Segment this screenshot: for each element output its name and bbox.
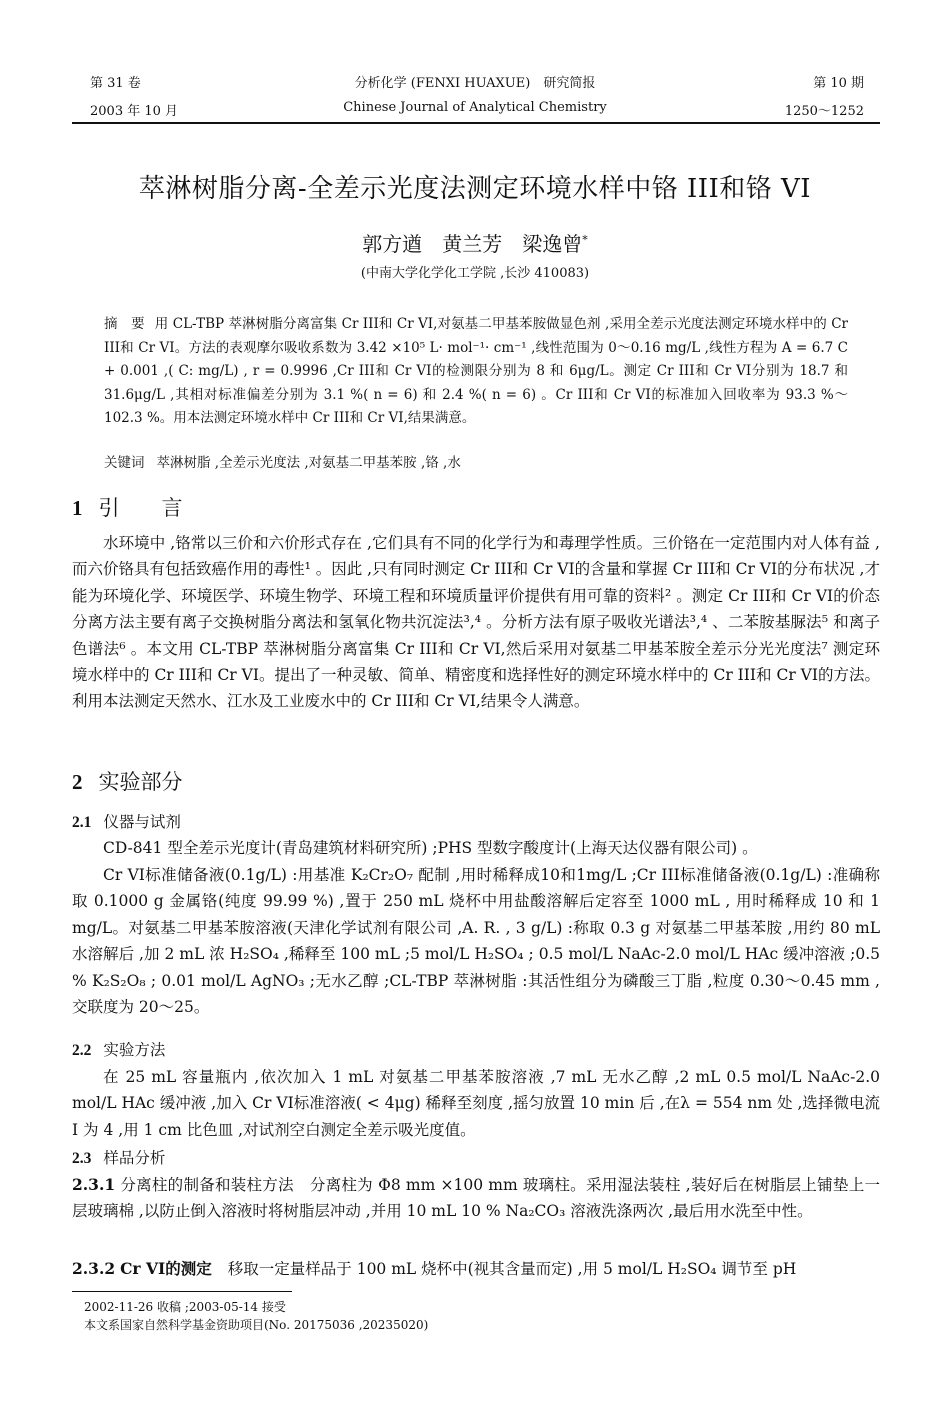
subsection-2-2-heading [72,1038,165,1060]
subsubsection-text: 分离柱为 Φ8 mm ×100 mm 玻璃柱。采用湿法装柱 ,装好后在树脂层上铺垫上一层玻璃棉 ,以防止倒入溶液时将树脂层冲动 ,并用 10 mL 10 % Na₂CO₃ 溶液洗涤两次 ,最后用水洗至中性。 [72,1176,880,1221]
header-journal-en: Chinese Journal of Analytical Chemistry [343,100,607,115]
subsection-number: 2.2 [72,1042,92,1059]
subsection-number: 2.3 [72,1150,92,1167]
abstract [104,313,848,431]
subsection-title: 实验方法 [103,1041,166,1059]
footnote-funding: 本文系国家自然科学基金资助项目(No. 20175036 ,20235020) [84,1318,429,1332]
subsection-number: 2.1 [72,814,92,831]
subsection-title: 仪器与试剂 [103,813,181,831]
subsection-2-2-paragraph: 在 25 mL 容量瓶内 ,依次加入 1 mL 对氨基二甲基苯胺溶液 ,7 mL 无水乙醇 ,2 mL 0.5 mol/L NaAc-2.0 mol/L HAc 缓冲液 ,加入 Cr VI标准溶液( < 4μg) 稀释至刻度 ,摇匀放置 10 min 后 ,在λ = 554 nm 处 ,选择微电流 I 为 4 ,用 1 cm 比色皿 ,对试剂空白测定全差示吸光度值。 [72,1068,880,1139]
article-authors [0,228,950,257]
subsection-2-1-paragraph-2: Cr VI标准储备液(0.1g/L) :用基准 K₂Cr₂O₇ 配制 ,用时稀释成10和1mg/L ;Cr III标准储备液(0.1g/L) :准确称取 0.1000 g 金属铬(纯度 99.99 %) ,置于 250 mL 烧杯中用盐酸溶解后定容至 1000 mL , 用时稀释成 10 和 1 mg/L。对氨基二甲基苯胺溶液(天津化学试剂有限公司 ,A. R. , 3 g/L) :称取 0.3 g 对氨基二甲基苯胺 ,用约 80 mL 水溶解后 ,加 2 mL 浓 H₂SO₄ ,稀释至 100 mL ;5 mol/L H₂SO₄ ; 0.5 mol/L NaAc-2.0 mol/L HAc 缓冲溶液 ;0.5 % K₂S₂O₈ ; 0.01 mol/L AgNO₃ ;无水乙醇 ;CL-TBP 萃淋树脂 :其活性组分为磷酸三丁脂 ,粒度 0.30～0.45 mm ,交联度为 20～25。 [72,866,880,1017]
subsubsection-title: 分离柱的制备和装柱方法 [120,1176,294,1194]
header-issue: 第 10 期 [813,76,864,91]
header-volume: 第 31 卷 [90,76,141,91]
subsubsection-number: 2.3.1 [72,1175,116,1194]
subsection-2-1-heading [72,810,181,832]
section-number: 2 [72,770,83,794]
subsection-title: 样品分析 [103,1149,166,1167]
subsubsection-text: 移取一定量样品于 100 mL 烧杯中(视其含量而定) ,用 5 mol/L H₂SO₄ 调节至 pH [227,1260,797,1278]
author-names: 郭方遒 黄兰芳 梁逸曾 [362,232,583,256]
abstract-label: 摘 要 [104,316,145,332]
subsection-2-1-paragraph-1: CD-841 型全差示光度计(青岛建筑材料研究所) ;PHS 型数字酸度计(上海天达仪器有限公司) 。 [103,839,758,857]
header-journal-cn: 分析化学 (FENXI HUAXUE) 研究简报 [354,76,596,91]
section-1-paragraph: 水环境中 ,铬常以三价和六价形式存在 ,它们具有不同的化学行为和毒理学性质。三价铬在一定范围内对人体有益 ,而六价铬具有包括致癌作用的毒性¹ 。因此 ,只有同时测定 Cr III和 Cr VI的含量和掌握 Cr III和 Cr VI的分布状况 ,才能为环境化学、环境医学、环境生物学、环境工程和环境质量评价提供有用可靠的资料² 。测定 Cr III和 Cr VI的价态分离方法主要有离子交换树脂分离法和氢氧化物共沉淀法³,⁴ 。分析方法有原子吸收光谱法³,⁴ 、二苯胺基脲法⁵ 和离子色谱法⁶ 。本文用 CL-TBP 萃淋树脂分离富集 Cr III和 Cr VI,然后采用对氨基二甲基苯胺全差示分光光度法⁷ 测定环境水样中的 Cr III和 Cr VI。提出了一种灵敏、简单、精密度和选择性好的测定环境水样中的 Cr III和 Cr VI的方法。利用本法测定天然水、江水及工业废水中的 Cr III和 Cr VI,结果令人满意。 [72,534,880,711]
subsection-2-3-heading [72,1146,165,1168]
subsection-2-3-2-paragraph [72,1256,880,1282]
section-1-heading [72,492,183,522]
corresponding-author-mark: * [582,233,588,247]
subsubsection-number: 2.3.2 [72,1259,116,1278]
section-2-heading [72,766,183,796]
header-date: 2003 年 10 月 [90,104,179,119]
subsubsection-title: Cr VI的测定 [120,1259,212,1278]
section-number: 1 [72,496,83,520]
footnote-received: 2002-11-26 收稿 ;2003-05-14 接受 [84,1300,286,1314]
keywords [104,451,848,471]
section-title: 引 言 [98,496,183,520]
abstract-text: 用 CL-TBP 萃淋树脂分离富集 Cr III和 Cr VI,对氨基二甲基苯胺做显色剂 ,采用全差示光度法测定环境水样中的 Cr III和 Cr VI。方法的表观摩尔吸收系数为 3.42 ×10⁵ L· mol⁻¹· cm⁻¹ ,线性范围为 0～0.16 mg/L ,线性方程为 A = 6.7 C + 0.001 ,( C: mg/L) , r = 0.9996 ,Cr III和 Cr VI的检测限分别为 8 和 6μg/L。测定 Cr III和 Cr VI分别为 18.7 和 31.6μg/L ,其相对标准偏差分别为 3.1 %( n = 6) 和 2.4 %( n = 6) 。Cr III和 Cr VI的标准加入回收率为 93.3 %～102.3 %。用本法测定环境水样中 Cr III和 Cr VI,结果满意。 [104,316,848,426]
header-pages: 1250～1252 [784,104,864,119]
subsection-2-3-1-paragraph [72,1172,880,1225]
section-title: 实验部分 [98,770,183,794]
article-title: 萃淋树脂分离-全差示光度法测定环境水样中铬 III和铬 VI [138,174,812,204]
footnote-rule [72,1291,292,1292]
keywords-label: 关键词 [104,455,145,471]
article-affiliation: (中南大学化学化工学院 ,长沙 410083) [360,266,590,281]
header-rule [72,122,880,124]
keywords-text: 萃淋树脂 ,全差示光度法 ,对氨基二甲基苯胺 ,铬 ,水 [156,455,461,471]
